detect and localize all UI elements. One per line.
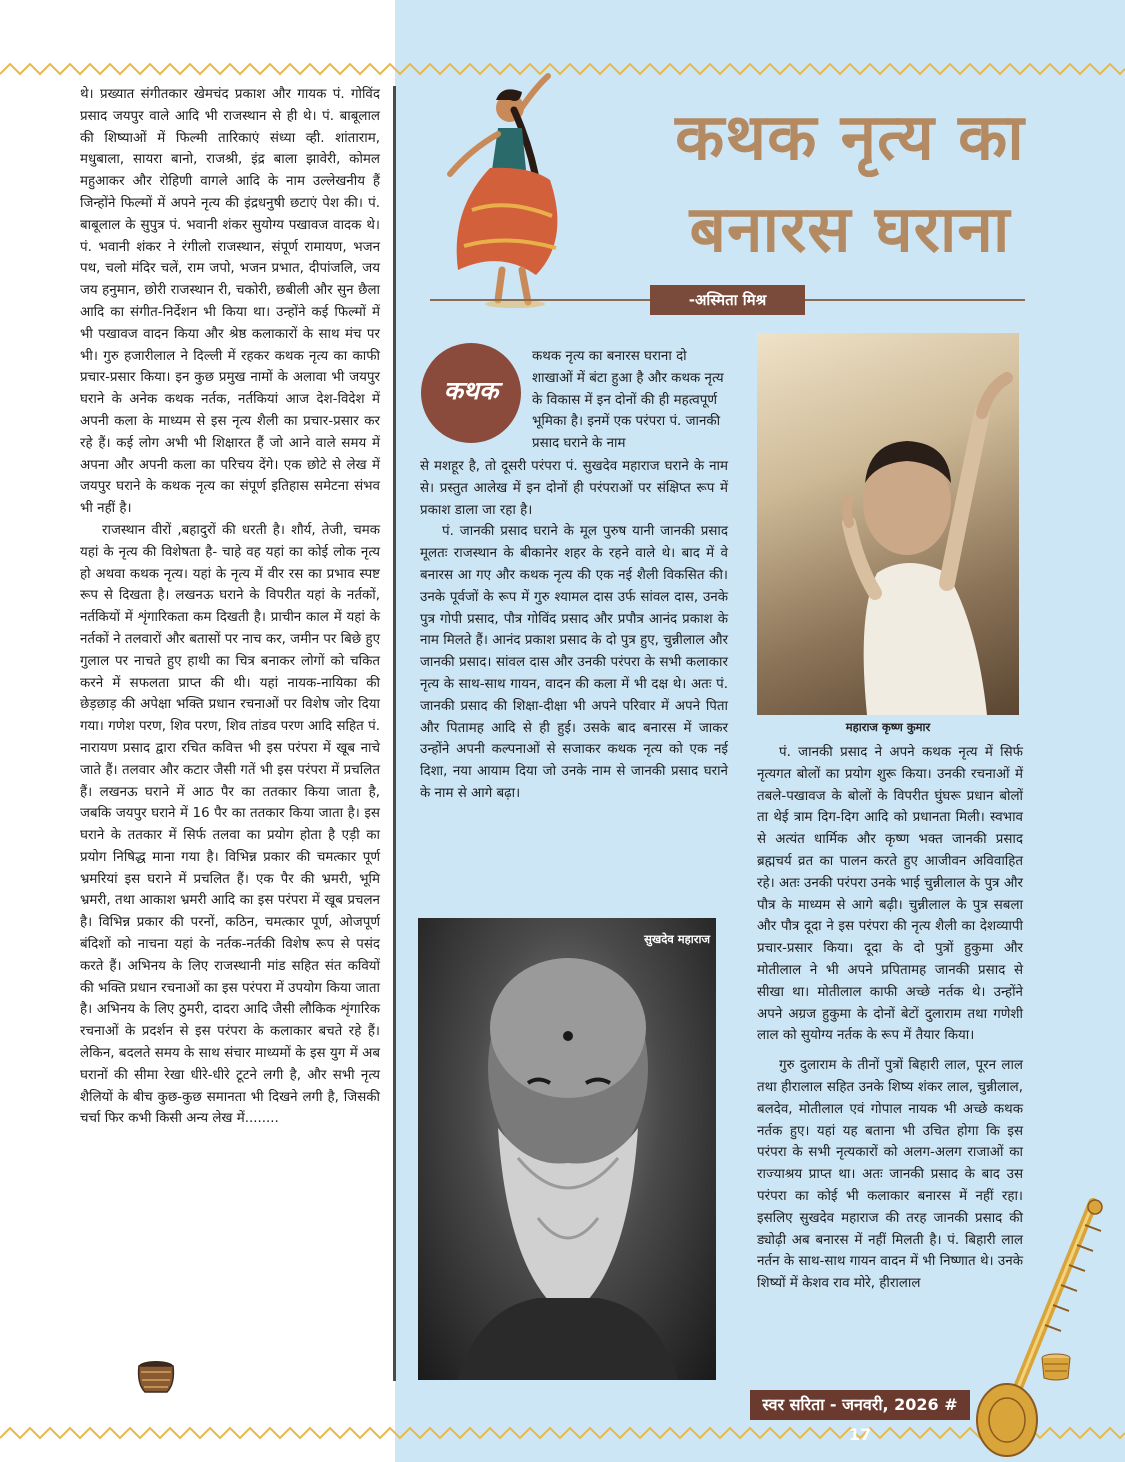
photo1-caption: महाराज कृष्ण कुमार [845,720,931,734]
author-byline: -अस्मिता मिश्र [650,285,805,315]
right-paragraph-2: गुरु दुलाराम के तीनों पुत्रों बिहारी लाल, पूरन लाल तथा हीरालाल सहित उनके शिष्य शंकर लाल, चुन्नीलाल, बलदेव, मोतीलाल एवं गोपाल नायक भी अच्छे कथक नर्तक हुए। यहां यह बताना भी उचित होगा कि इस परंपरा के सभी नृत्यकारों को अलग-अलग राजाओं का राज्याश्रय प्राप्त था। अतः जानकी प्रसाद के बाद उस परंपरा का कोई भी कलाकार बनारस में नहीं रहा। इसलिए सुखदेव महाराज की तरह जानकी प्रसाद की ड्योढ़ी अब बनारस में नहीं मिलती है। पं. बिहारी लाल नर्तन के साथ-साथ गायन वादन में भी निष्णात थे। उनके शिष्यों में केशव राव मोरे, हीरालाल [757,1058,1023,1292]
kathak-badge: कथक [421,343,521,443]
column-divider [393,86,396,1381]
left-paragraph-1: थे। प्रख्यात संगीतकार खेमचंद प्रकाश और गायक पं. गोविंद प्रसाद जयपुर वाले आदि भी राजस्थान से ही थे। पं. बाबूलाल की शिष्याओं में फिल्मी तारिकाएं संध्या व्ही. शांताराम, मधुबाला, सायरा बानो, राजश्री, इंद्र बाला झावेरी, कोमल महुआकर और रोहिणी वागले आदि के नाम उल्लेखनीय हैं जिन्होंने फिल्मों में अपने नृत्य की इंद्रधनुषी छटाएं पेश की। पं. बाबूलाल के सुपुत्र पं. भवानी शंकर सुयोग्य पखावज वादक थे। पं. भवानी शंकर ने रंगीलो राजस्थान, संपूर्ण रामायण, भजन पथ, चलो मंदिर चलें, राम जपो, भजन प्रभात, दीपांजलि, जय जय हनुमान, छोरी राजस्थान री, चकोरी, छबीली और सुन छैला आदि का संगीत-निर्देशन भी किया था। उन्होंने कई फिल्मों में भी पखावज वादन किया और श्रेष्ठ कलाकारों के साथ मंच पर भी। गुरु हजारीलाल ने दिल्ली में रहकर कथक नृत्य का काफी प्रचार-प्रसार किया। इन कुछ प्रमुख नामों के अलावा भी जयपुर घराने के अनेक कथक नर्तक, नर्तकियां आज देश-विदेश में अपनी कला के माध्यम से इस नृत्य शैली का प्रचार-प्रसार कर रहे हैं। कई लोग अभी भी शिक्षारत हैं जो आने वाले समय में अपना और अपनी कला का परिचय देंगे। एक छोटे से लेख में जयपुर घराने के कथक नृत्य का संपूर्ण इतिहास समेटना संभव भी नहीं है। [80,87,380,517]
portrait-figure-2 [418,918,716,1380]
article-title [615,92,1085,276]
dholak-icon [1038,1352,1074,1382]
photo2-caption: सुखदेव महाराज [644,932,710,946]
bottom-zigzag-border [0,1424,1125,1442]
dancer-illustration [440,70,590,310]
middle-paragraph-1-cont: से मशहूर है, तो दूसरी परंपरा पं. सुखदेव महाराज घराने के नाम से। प्रस्तुत आलेख में इन दोनों ही परंपराओं पर संक्षिप्त रूप में प्रकाश डाला जा रहा है। [420,459,728,518]
sitar-icon [975,1195,1115,1460]
page-footer: स्वर सरिता - जनवरी, 2026 # 17 [750,1390,970,1420]
left-column [80,84,380,1130]
title-line-1: कथक नृत्य का [675,101,1025,175]
right-paragraph-1: पं. जानकी प्रसाद ने अपने कथक नृत्य में सिर्फ नृत्यगत बोलों का प्रयोग शुरू किया। उनकी रचनाओं में तबले-पखावज के बोलों के विपरीत घुंघरू प्रधान बोलों ता थेई त्राम दिग-दिग आदि को प्रधानता मिली। स्वभाव से अत्यंत धार्मिक और कृष्ण भक्त जानकी प्रसाद ब्रह्मचर्य व्रत का पालन करते हुए आजीवन अविवाहित रहे। अतः उनकी परंपरा उनके भाई चुन्नीलाल के पुत्र और पौत्र के माध्यम से आगे बढ़ी। चुन्नीलाल के पुत्र सबला और पौत्र दूदा ने इस परंपरा की नृत्य शैली का देशव्यापी प्रचार-प्रसार किया। दूदा के दो पुत्रों हुकुमा और मोतीलाल ने भी अपने प्रपितामह जानकी प्रसाद से सीखा था। मोतीलाल काफी अच्छे नर्तक थे। उन्होंने अपने अग्रज हुकुमा के दोनों बेटों दुलाराम तथा गणेशी लाल को सुयोग्य नर्तक के रूप में तैयार किया। [757,745,1023,1044]
middle-intro: कथक नृत्य का बनारस घराना दो शाखाओं में बंटा हुआ है और कथक नृत्य के विकास में इन दोनों की ही महत्वपूर्ण भूमिका है। इनमें एक परंपरा पं. जानकी प्रसाद घराने के नाम [532,349,724,452]
title-line-2: बनारस घराना [689,193,1011,267]
portrait-figure-1 [757,333,1019,715]
tabla-icon [135,1358,177,1396]
photo-maharaj-krishna-kumar [757,333,1019,715]
middle-paragraph-2: पं. जानकी प्रसाद घराने के मूल पुरुष यानी जानकी प्रसाद मूलतः राजस्थान के बीकानेर शहर के रहने वाले थे। बाद में वे बनारस आ गए और कथक नृत्य की एक नई शैली विकसित की। उनके पूर्वजों के रूप में गुरु श्यामल दास उर्फ सांवल दास, उनके पुत्र गोपी प्रसाद, पौत्र गोविंद प्रसाद और प्रपौत्र आनंद प्रकाश के नाम मिलते हैं। आनंद प्रकाश प्रसाद के दो पुत्र हुए, चुन्नीलाल और जानकी प्रसाद। सांवल दास और उनकी परंपरा के सभी कलाकार नृत्य के साथ-साथ गायन, वादन की कला में भी दक्ष थे। अतः पं. जानकी प्रसाद की शिक्षा-दीक्षा भी अपने परिवार में अपने पिता और पितामह आदि से ही हुई। उसके बाद बनारस में जाकर उन्होंने अपनी कल्पनाओं से सजाकर कथक नृत्य को एक नई दिशा, नया आयाम दिया जो उनके नाम से जानकी प्रसाद घराने के नाम से आगे बढ़ा। [420,524,728,801]
middle-column [420,456,728,805]
left-paragraph-2: राजस्थान वीरों ,बहादुरों की धरती है। शौर्य, तेजी, चमक यहां के नृत्य की विशेषता है- चाहे वह यहां का कोई लोक नृत्य हो अथवा कथक नृत्य। यहां के नृत्य में वीर रस का प्रभाव स्पष्ट रूप से दिखता है। लखनऊ घराने के विपरीत यहां के नर्तकों, नर्तकियों में शृंगारिकता कम दिखती है। प्राचीन काल में यहां के नर्तकों ने तलवारों और बतासों पर नाच कर, जमीन पर बिछे हुए गुलाल पर नाचते हुए हाथी का चित्र बनाकर लोगों को चकित करने में सफलता प्राप्त की थी। यहां नायक-नायिका की छेड़छाड़ की अपेक्षा भक्ति प्रधान रचनाओं पर विशेष जोर दिया गया। गणेश परण, शिव परण, शिव तांडव परण आदि सहित पं. नारायण प्रसाद द्वारा रचित कवित्त भी इस परंपरा में खूब नाचे जाते हैं। तलवार और कटार जैसी गतें भी इस परंपरा में प्रचलित हैं। लखनऊ घराने में आठ पैर का ततकार किया जाता है, जबकि जयपुर घराने में 16 पैर का ततकार किया जाता है। इस घराने के ततकार में सिर्फ तलवा का प्रयोग होता है एड़ी का प्रयोग निषिद्ध माना गया है। विभिन्न प्रकार की चमत्कार पूर्ण भ्रमरियां इस घराने में प्रचलित हैं। एक पैर की भ्रमरी, भूमि भ्रमरी, तथा आकाश भ्रमरी आदि का इस परंपरा में खूब प्रचलन है। विभिन्न प्रकार की परनों, कठिन, चमत्कार पूर्ण, ओजपूर्ण बंदिशों को नाचना यहां के नर्तक-नर्तकी विशेष रूप से पसंद करते हैं। अभिनय के लिए राजस्थानी मांड सहित संत कवियों की भक्ति प्रधान रचनाओं का इस परंपरा में उपयोग किया जाता है। अभिनय के लिए ठुमरी, दादरा आदि जैसी लौकिक शृंगारिक रचनाओं के प्रदर्शन से इस परंपरा के कलाकार बचते रहे हैं। लेकिन, बदलते समय के साथ संचार माध्यमों के इस युग में अब घरानों की सीमा रेखा धीरे-धीरे टूटने लगी है, और सभी नृत्य शैलियों के बीच कुछ-कुछ समानता भी दिखने लगी है, जिसकी चर्चा फिर कभी किसी अन्य लेख में........ [80,522,380,1127]
photo-sukhdev-maharaj [418,918,716,1380]
